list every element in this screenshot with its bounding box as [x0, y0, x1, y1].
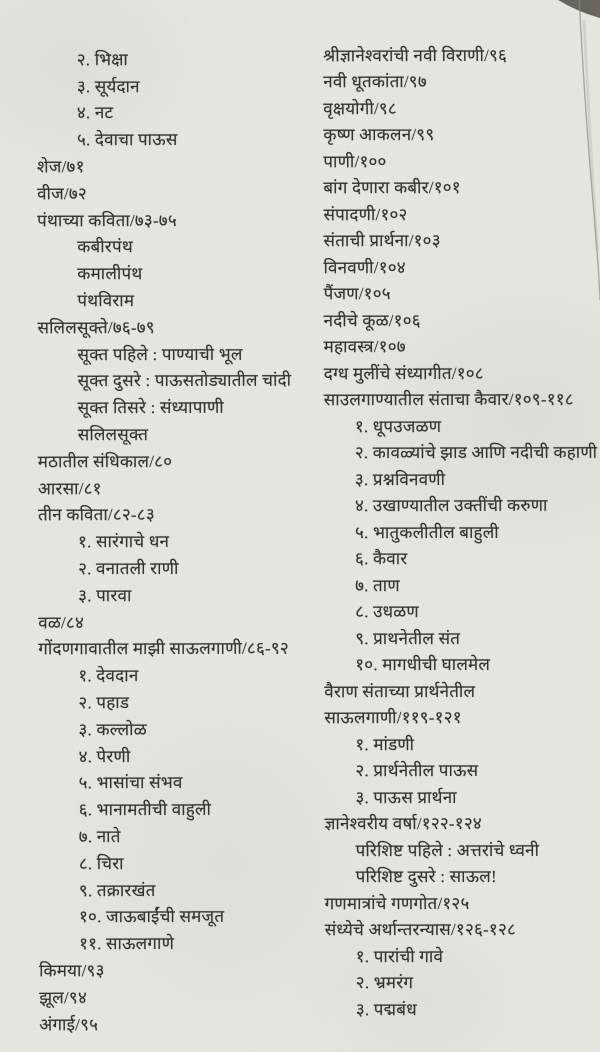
toc-entry: [37, 180, 291, 207]
toc-entry-text: वृक्षयोगी/९८: [323, 98, 397, 118]
toc-subentry: [37, 287, 291, 314]
toc-entry-text: बांग देणारा कबीर/१०१: [323, 178, 461, 198]
toc-entry-text: ११. साऊलगाणे: [79, 934, 175, 954]
toc-subentry: [37, 46, 291, 73]
toc-entry-text: ३. पाऊस प्रार्थना: [355, 787, 457, 807]
toc-entry-text: १०. जाऊबाईंची समजूत: [78, 907, 225, 927]
toc-entry-text: १०. मागधीची घालमेल: [355, 655, 491, 675]
toc-subentry: [38, 662, 292, 689]
toc-entry-text: ८. उधळण: [355, 602, 419, 622]
toc-entry-text: १. पारांची गावे: [355, 946, 444, 966]
toc-entry-text: ६. कैवार: [355, 549, 408, 569]
toc-entry: [324, 360, 597, 387]
toc-subentry: [39, 796, 293, 823]
toc-entry-text: पंथविराम: [77, 291, 135, 311]
toc-entry: [324, 254, 597, 281]
toc-entry-text: २. प्रार्थनेतील पाऊस: [355, 761, 479, 781]
toc-entry: [323, 121, 596, 148]
toc-subentry: [324, 519, 597, 546]
toc-entry-text: विनवणी/१०४: [323, 257, 406, 277]
toc-entry-text: २. वनातली राणी: [78, 558, 179, 579]
toc-entry: [39, 984, 293, 1011]
toc-entry-text: ३. कल्लोळ: [78, 719, 147, 740]
toc-entry-text: ९. तक्रारखंत: [78, 880, 156, 900]
toc-entry-text: नवी धूतकांता/९७: [323, 72, 427, 92]
toc-subentry: [37, 72, 291, 99]
toc-entry-text: ६. भानामतीची वाहुली: [78, 800, 212, 820]
toc-entry: [324, 280, 597, 307]
toc-subentry: [324, 651, 597, 678]
toc-entry-text: २. भ्रमरंग: [355, 973, 414, 993]
toc-entry-text: १. देवदान: [78, 666, 139, 686]
toc-entry: [323, 148, 596, 175]
toc-entry-text: मठातील संधिकाल/८०: [37, 451, 173, 472]
toc-entry: [324, 810, 597, 837]
toc-entry: [323, 227, 596, 254]
toc-entry: [323, 174, 596, 201]
toc-subentry: [38, 421, 292, 448]
toc-column-right: [323, 42, 598, 1023]
toc-subentry: [324, 757, 597, 784]
toc-entry-text: कृष्ण आकलन/९९: [323, 125, 435, 145]
toc-subentry: [38, 394, 292, 421]
toc-subentry: [38, 367, 292, 394]
toc-entry: [324, 307, 597, 334]
toc-subentry: [37, 99, 291, 126]
toc-entry-text: ४. उखाण्यातील उक्तींची करुणा: [354, 496, 548, 516]
toc-entry-text: ७. ताण: [355, 575, 400, 595]
toc-subentry: [324, 625, 597, 652]
toc-entry-text: साऊलगाणी/११९-१२१: [324, 708, 462, 728]
toc-entry-text: किमया/९३: [39, 961, 105, 981]
toc-entry: [323, 201, 596, 228]
toc-entry-text: १. धूपउजळण: [354, 416, 442, 436]
toc-subentry: [324, 572, 597, 599]
toc-entry: [324, 678, 597, 705]
toc-entry-text: वळ/८४: [38, 612, 85, 632]
toc-entry-text: ३. पारवा: [78, 585, 132, 606]
toc-entry-text: नदीचे कूळ/१०६: [323, 310, 421, 330]
toc-entry: [324, 333, 597, 360]
toc-entry-text: ४. पेरणी: [78, 746, 131, 766]
toc-entry-text: अंगाई/९५: [39, 1014, 99, 1034]
toc-entry-text: सूक्त पहिले : पाण्याची भूल: [77, 344, 243, 364]
toc-subentry: [38, 528, 292, 555]
toc-subentry: [39, 930, 293, 957]
toc-entry-text: ३. प्रश्नविनवणी: [354, 469, 446, 489]
toc-entry: [323, 68, 596, 95]
toc-subentry: [324, 439, 597, 466]
toc-entry-text: ४. नट: [76, 103, 114, 123]
toc-subentry: [324, 784, 597, 811]
toc-entry-text: सूक्त तिसरे : संध्यापाणी: [77, 398, 224, 418]
toc-entry: [324, 386, 597, 413]
toc-entry-text: २. पहाड: [78, 693, 130, 713]
toc-entry: [323, 42, 596, 69]
toc-subentry: [39, 876, 293, 903]
toc-subentry: [39, 903, 293, 930]
toc-entry-text: सलिलसूक्ते/७६-७९: [37, 317, 155, 338]
toc-subentry: [325, 837, 598, 864]
corner-smudge-mark: [558, 0, 600, 18]
toc-entry: [324, 704, 597, 731]
toc-subentry: [324, 545, 597, 572]
toc-subentry: [37, 233, 291, 260]
toc-entry-text: वीज/७२: [37, 184, 87, 204]
toc-entry-text: ७. नाते: [78, 827, 121, 847]
toc-entry: [39, 957, 293, 984]
toc-subentry: [38, 716, 292, 743]
toc-entry-text: झूल/९४: [39, 987, 87, 1008]
toc-subentry: [324, 466, 597, 493]
toc-entry-text: ९. प्राथनेतील संत: [355, 628, 461, 648]
toc-subentry: [38, 689, 292, 716]
toc-entry-text: १. मांडणी: [355, 734, 415, 754]
toc-entry: [325, 890, 598, 917]
toc-entry: [323, 95, 596, 122]
toc-subentry: [325, 969, 598, 996]
toc-entry-text: तीन कविता/८२-८३: [37, 505, 155, 525]
toc-entry-text: ३. सूर्यदान: [76, 76, 140, 96]
toc-entry: [37, 314, 291, 341]
toc-entry-text: परिशिष्ट दुसरे : साऊल!: [355, 867, 497, 887]
toc-subentry: [324, 598, 597, 625]
toc-entry: [37, 153, 291, 180]
toc-subentry: [37, 126, 291, 153]
toc-entry-text: पैंजण/१०५: [323, 284, 391, 304]
toc-entry-text: साउलगाण्यातील संताचा कैवार/१०९-११८: [323, 390, 574, 410]
toc-subentry: [324, 731, 597, 758]
toc-column-left: [37, 46, 293, 1038]
toc-entry-text: परिशिष्ट पहिले : अत्तरांचे ध्वनी: [355, 840, 540, 860]
toc-subentry: [39, 823, 293, 850]
toc-subentry: [37, 340, 291, 367]
toc-entry-text: संपादणी/१०२: [323, 204, 408, 224]
toc-subentry: [38, 555, 292, 582]
toc-entry-text: कमालीपंथ: [77, 264, 143, 284]
toc-entry-text: दग्ध मुलींचे संध्यागीत/१०८: [323, 363, 484, 383]
toc-entry-text: पाणी/१००: [323, 151, 387, 171]
toc-entry: [38, 635, 292, 662]
toc-entry-text: ३. पद्मबंध: [355, 999, 417, 1019]
toc-entry-text: २. भिक्षा: [76, 49, 129, 70]
toc-subentry: [39, 850, 293, 877]
toc-subentry: [325, 943, 598, 970]
toc-subentry: [324, 492, 597, 519]
toc-entry: [37, 206, 291, 233]
toc-entry-text: ५. भातुकलीतील बाहुली: [354, 522, 499, 542]
toc-entry-text: ८. चिरा: [78, 853, 124, 874]
toc-entry-text: सलिलसूक्त: [77, 425, 149, 445]
toc-entry-text: संताची प्रार्थना/१०३: [323, 231, 441, 251]
toc-entry: [325, 916, 598, 943]
toc-subentry: [325, 863, 598, 890]
toc-subentry: [39, 769, 293, 796]
toc-entry-text: श्रीज्ञानेश्वरांची नवी विराणी/९६: [323, 45, 508, 65]
toc-entry-text: शेज/७१: [36, 157, 85, 177]
toc-entry-text: ५. भासांचा संभव: [78, 773, 183, 793]
toc-subentry: [324, 413, 597, 440]
toc-subentry: [37, 260, 291, 287]
toc-entry-text: १. सारंगाचे धन: [77, 532, 170, 552]
toc-entry-text: महावस्त्र/१०७: [323, 337, 406, 357]
toc-entry-text: संध्येचे अर्थान्तरन्यास/१२६-१२८: [324, 920, 517, 940]
toc-entry-text: गणमात्रांचे गणगोत/१२५: [324, 893, 470, 913]
toc-entry-text: २. कावळ्यांचे झाड आणि नदीची कहाणी: [354, 443, 598, 463]
toc-entry: [39, 1010, 293, 1037]
toc-entry-text: सूक्त दुसरे : पाऊसतोड्यातील चांदी: [77, 371, 292, 391]
toc-subentry: [38, 582, 292, 609]
toc-entry-text: आरसा/८१: [37, 478, 102, 498]
toc-entry-text: कबीरपंथ: [77, 237, 133, 257]
toc-entry: [38, 448, 292, 475]
toc-entry-text: ५. देवाचा पाऊस: [76, 130, 178, 150]
toc-entry-text: पंथाच्या कविता/७३-७५: [37, 210, 177, 231]
toc-entry-text: ज्ञानेश्वरीय वर्षा/१२२-१२४: [324, 814, 482, 834]
toc-entry: [38, 474, 292, 501]
toc-entry-text: गोंदणगावातील माझी साऊलगाणी/८६-९२: [38, 639, 289, 659]
toc-entry-text: वैराण संताच्या प्रार्थनेतील: [324, 681, 476, 701]
toc-subentry: [39, 742, 293, 769]
toc-entry: [38, 608, 292, 635]
toc-entry: [38, 501, 292, 528]
toc-subentry: [325, 996, 598, 1023]
